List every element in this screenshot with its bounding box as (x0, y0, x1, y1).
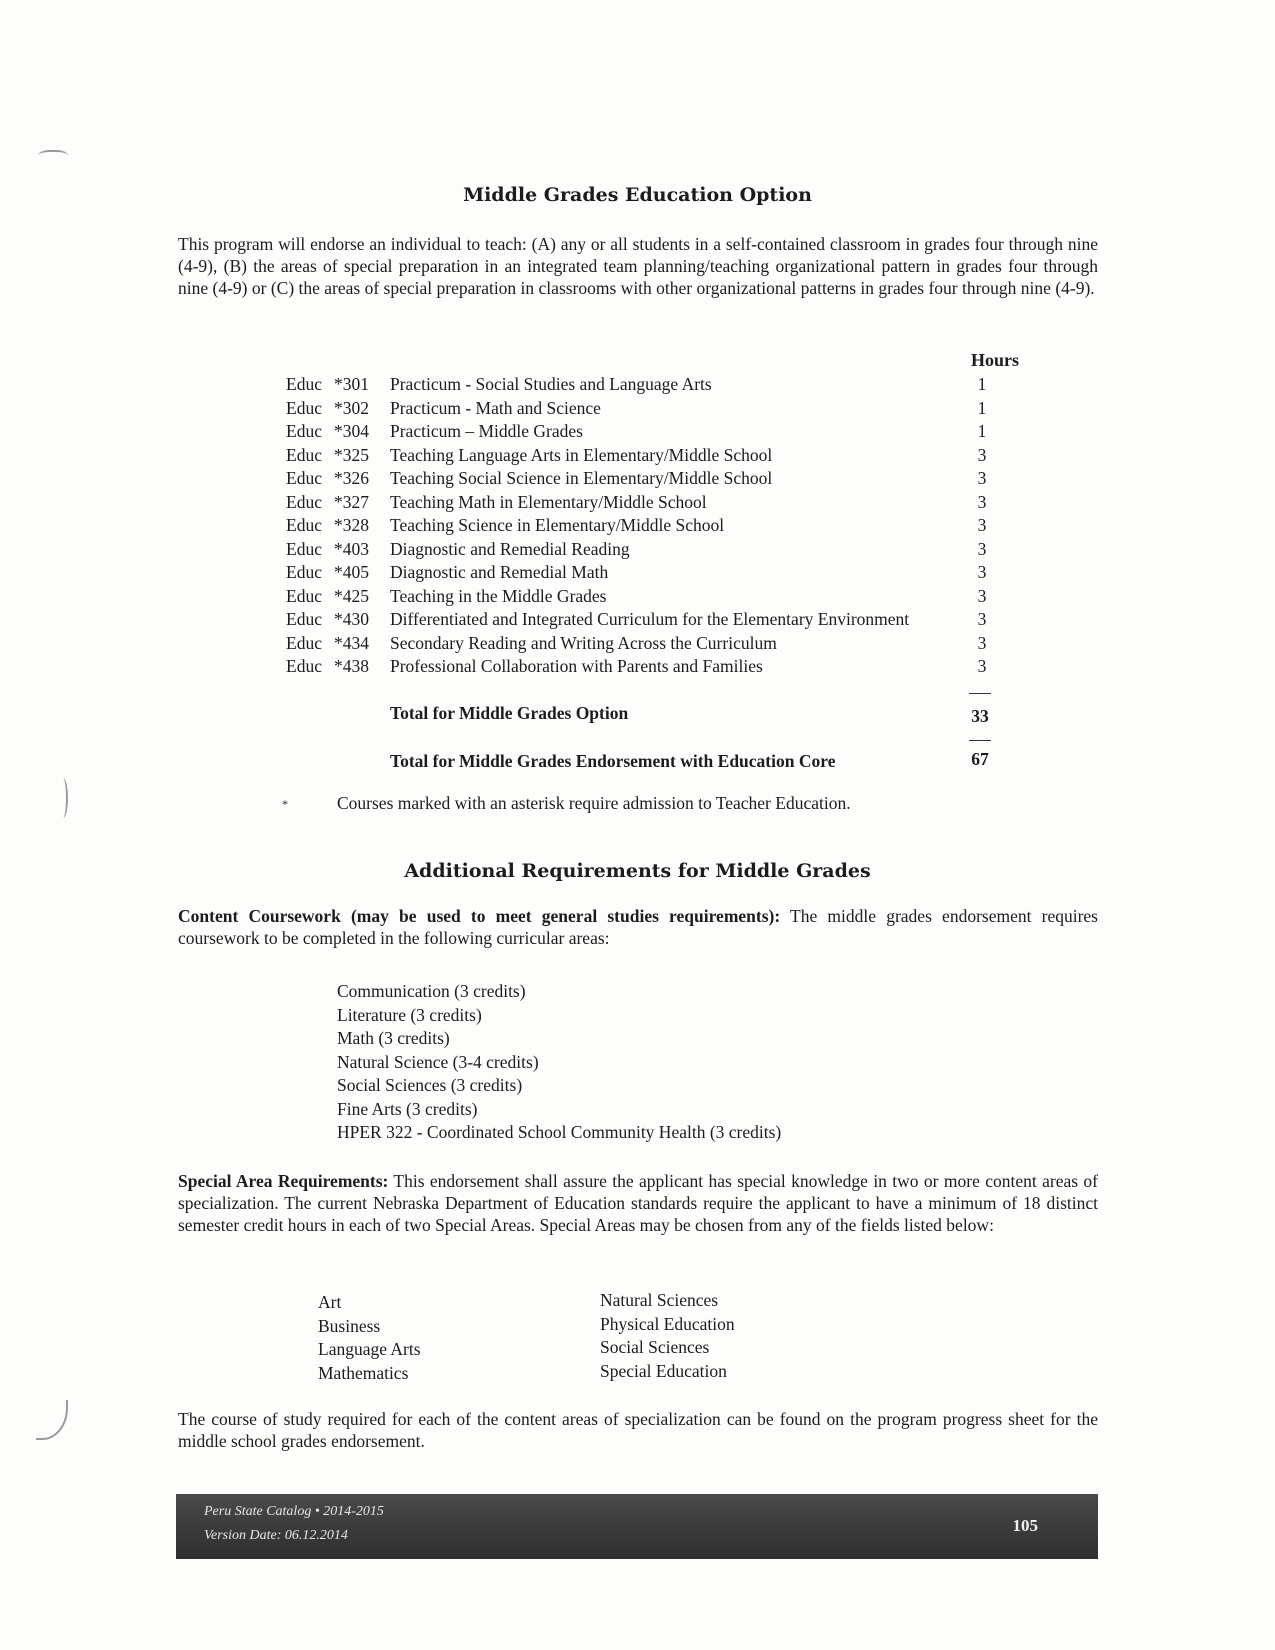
course-row (282, 398, 1042, 422)
course-title: Practicum - Social Studies and Language Arts (390, 374, 712, 394)
course-hours: 3 (977, 491, 987, 512)
course-row (282, 468, 1042, 492)
course-row (282, 515, 1042, 539)
course-row (282, 656, 1042, 680)
total-endorsement-label: Total for Middle Grades Endorsement with Education Core (390, 751, 836, 771)
intro-paragraph: This program will endorse an individual to teach: (A) any or all students in a self-contained classroom in grades four through nine (4-9), (B) the areas of special preparation in an integrated team planning/teaching organizational pattern in grades four through nine (4-9) or (C) the areas of special preparation in classrooms with other organizational patterns in grades four through nine (4-9). (178, 234, 1098, 298)
scan-mark-bottom (36, 1400, 68, 1440)
course-dept: Educ (286, 397, 322, 418)
course-hours: 1 (977, 397, 987, 418)
course-number: *405 (334, 562, 369, 582)
content-area-item: Communication (3 credits) (337, 981, 526, 1001)
course-title: Secondary Reading and Writing Across the Curriculum (390, 632, 777, 653)
content-coursework-text: The middle grades endorsement requires coursework to be completed in the following curricular areas: (178, 906, 1098, 948)
course-hours: 3 (977, 562, 987, 582)
scan-mark-middle (58, 778, 68, 818)
course-number: *438 (334, 656, 369, 676)
footer-catalog: Peru State Catalog • 2014-2015 (204, 1504, 384, 1519)
content-coursework-label: Content Coursework (may be used to meet general studies requirements): (178, 906, 781, 926)
course-title: Diagnostic and Remedial Math (390, 562, 609, 582)
special-area-item: Physical Education (600, 1313, 735, 1334)
course-number: *302 (334, 397, 369, 418)
course-dept: Educ (286, 538, 322, 559)
course-dept: Educ (286, 585, 322, 606)
total-option-value: 33 (971, 706, 989, 726)
course-dept: Educ (286, 562, 322, 582)
total-endorsement-value: 67 (971, 749, 989, 769)
course-hours: 3 (977, 585, 987, 606)
course-hours: 3 (977, 632, 987, 653)
hours-column-header: Hours (970, 350, 1019, 370)
course-dept: Educ (286, 632, 322, 653)
course-number: *328 (334, 515, 369, 535)
course-title: Practicum – Middle Grades (390, 421, 583, 441)
course-dept: Educ (286, 444, 322, 465)
course-hours: 1 (977, 374, 987, 394)
course-table (282, 374, 1042, 680)
special-area-column-1 (318, 1292, 421, 1386)
total-rule-2 (969, 740, 991, 741)
course-dept: Educ (286, 609, 322, 629)
course-hours: 3 (977, 609, 987, 629)
course-number: *430 (334, 609, 369, 629)
footer-version: Version Date: 06.12.2014 (204, 1528, 348, 1543)
course-row (282, 445, 1042, 469)
closing-paragraph: The course of study required for each of the content areas of specialization can be found on the program progress sheet for the middle school grades endorsement. (178, 1409, 1098, 1451)
course-dept: Educ (286, 374, 322, 394)
content-area-item: Natural Science (3-4 credits) (337, 1051, 539, 1072)
course-hours: 3 (977, 515, 987, 535)
course-row (282, 633, 1042, 657)
scan-mark-top (38, 150, 68, 164)
course-row (282, 492, 1042, 516)
special-area-item: Language Arts (318, 1339, 421, 1359)
course-number: *434 (334, 632, 369, 653)
additional-title: Additional Requirements for Middle Grades (404, 860, 871, 882)
content-area-item: Social Sciences (3 credits) (337, 1075, 523, 1095)
course-dept: Educ (286, 491, 322, 512)
course-dept: Educ (286, 468, 322, 488)
course-title: Teaching Social Science in Elementary/Middle School (390, 468, 773, 488)
special-area-item: Social Sciences (600, 1337, 710, 1357)
special-area-item: Mathematics (318, 1362, 409, 1383)
page-footer (176, 1494, 1098, 1559)
content-area-item: Math (3 credits) (337, 1028, 450, 1048)
course-hours: 1 (977, 421, 987, 441)
course-number: *325 (334, 444, 369, 465)
course-row (282, 586, 1042, 610)
course-row (282, 562, 1042, 586)
course-hours: 3 (977, 444, 987, 465)
total-rule-1 (969, 693, 991, 694)
special-area-column-2 (600, 1290, 735, 1384)
course-title: Practicum - Math and Science (390, 397, 601, 418)
content-area-item: Fine Arts (3 credits) (337, 1098, 478, 1119)
course-number: *403 (334, 538, 369, 559)
content-area-item: Literature (3 credits) (337, 1004, 482, 1025)
course-title: Teaching in the Middle Grades (390, 585, 607, 606)
course-row (282, 609, 1042, 633)
course-title: Teaching Math in Elementary/Middle School (390, 491, 707, 512)
special-area-item: Art (318, 1292, 342, 1312)
course-number: *304 (334, 421, 369, 441)
course-row (282, 421, 1042, 445)
course-row (282, 539, 1042, 563)
course-dept: Educ (286, 656, 322, 676)
course-number: *326 (334, 468, 369, 488)
course-dept: Educ (286, 421, 322, 441)
content-area-item: HPER 322 - Coordinated School Community Health (3 credits) (337, 1122, 782, 1142)
course-title: Differentiated and Integrated Curriculum for the Elementary Environment (390, 609, 910, 629)
total-option-label: Total for Middle Grades Option (390, 703, 629, 723)
content-coursework-paragraph (178, 905, 1098, 949)
course-number: *301 (334, 374, 369, 394)
special-area-item: Natural Sciences (600, 1290, 719, 1310)
course-number: *425 (334, 585, 369, 606)
content-area-list (337, 981, 781, 1146)
asterisk-marker: * (282, 797, 288, 811)
course-dept: Educ (286, 515, 322, 535)
special-area-item: Special Education (600, 1360, 727, 1381)
course-title: Teaching Science in Elementary/Middle School (390, 515, 725, 535)
course-title: Teaching Language Arts in Elementary/Middle School (390, 444, 773, 465)
special-area-text: This endorsement shall assure the applicant has special knowledge in two or more content areas of specialization. The current Nebraska Department of Education standards require the applicant to have a minimum of 18 distinct semester credit hours in each of two Special Areas. Special Areas may be chosen from any of the fields listed below: (178, 1171, 1098, 1235)
course-row (282, 374, 1042, 398)
special-area-item: Business (318, 1315, 381, 1336)
special-area-label: Special Area Requirements: (178, 1171, 389, 1191)
page-number: 105 (1012, 1516, 1038, 1535)
special-area-paragraph (178, 1170, 1098, 1236)
course-hours: 3 (977, 468, 987, 488)
course-title: Professional Collaboration with Parents and Families (390, 656, 763, 676)
course-hours: 3 (977, 538, 987, 559)
course-number: *327 (334, 491, 369, 512)
asterisk-note: Courses marked with an asterisk require admission to Teacher Education. (337, 793, 851, 813)
course-title: Diagnostic and Remedial Reading (390, 538, 630, 559)
section-title: Middle Grades Education Option (463, 184, 812, 206)
course-hours: 3 (977, 656, 987, 676)
